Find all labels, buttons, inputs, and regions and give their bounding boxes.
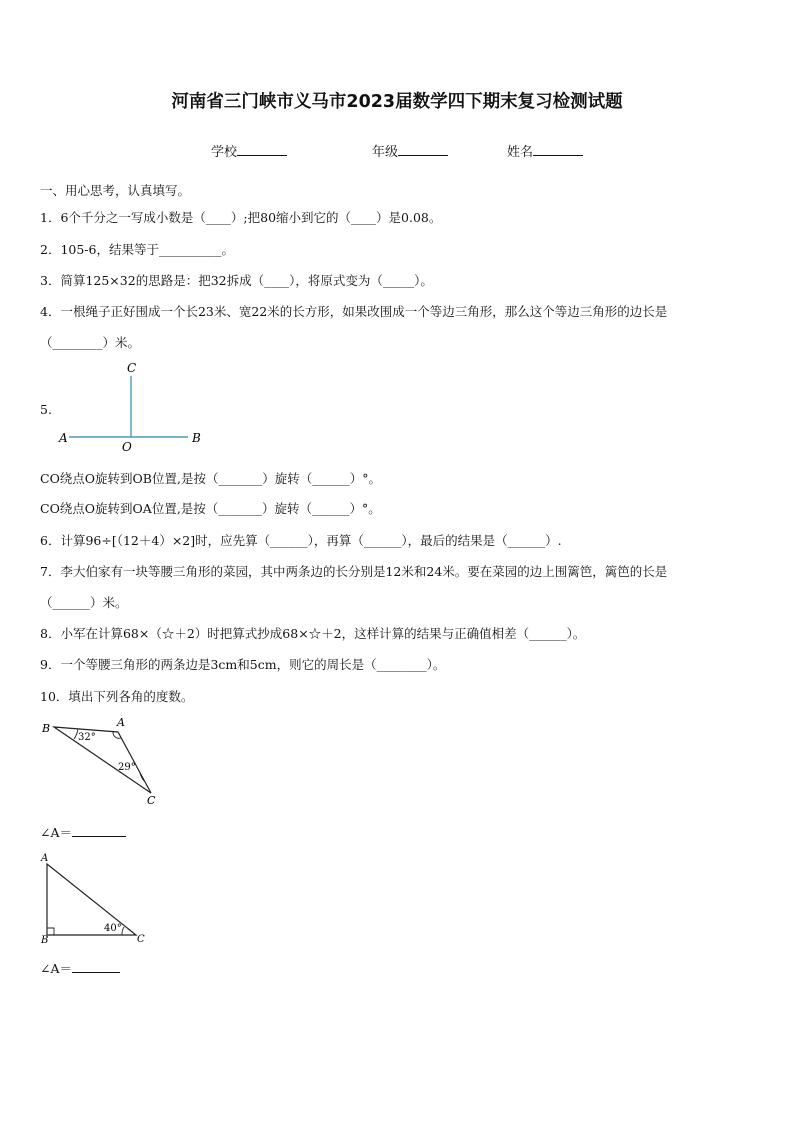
question-5-line2: CO绕点O旋转到OA位置,是按（_______）旋转（______）°。 bbox=[40, 501, 381, 516]
page-title: 河南省三门峡市义马市2023届数学四下期末复习检测试题 bbox=[171, 92, 623, 112]
tri2-angle-c: 40° bbox=[104, 923, 122, 934]
tri1-angle-b: 32° bbox=[78, 732, 96, 743]
name-field bbox=[507, 141, 583, 160]
triangle-1 bbox=[54, 727, 151, 793]
label-a: A bbox=[59, 431, 68, 445]
question-2: 2．105-6，结果等于__________。 bbox=[40, 242, 234, 257]
tri1-label-c: C bbox=[147, 794, 156, 807]
question-4-line1: 4．一根绳子正好围成一个长23米、宽22米的长方形，如果改围成一个等边三角形，那么这个等边三角形的边长是 bbox=[40, 304, 668, 319]
rotation-diagram bbox=[55, 358, 215, 454]
name-blank bbox=[533, 143, 583, 156]
grade-blank bbox=[398, 143, 448, 156]
question-7-line2: （______）米。 bbox=[40, 595, 128, 610]
question-5-number: 5. bbox=[40, 402, 52, 417]
tri2-label-a: A bbox=[41, 853, 49, 864]
label-c: C bbox=[127, 361, 137, 375]
grade-label: 年级 bbox=[372, 145, 399, 160]
grade-field bbox=[372, 141, 448, 160]
label-b: B bbox=[192, 431, 201, 445]
answer-2-label: ∠A＝ bbox=[40, 961, 73, 976]
answer-1 bbox=[40, 823, 126, 841]
tri1-angle-c: 29° bbox=[118, 762, 136, 773]
tri2-label-c: C bbox=[137, 934, 145, 945]
question-8: 8．小军在计算68×（☆＋2）时把算式抄成68×☆＋2，这样计算的结果与正确值相差（______）。 bbox=[40, 626, 586, 641]
angle-c-arc-2 bbox=[122, 927, 124, 935]
question-10: 10．填出下列各角的度数。 bbox=[40, 689, 194, 704]
question-5-line1: CO绕点O旋转到OB位置,是按（_______）旋转（______）°。 bbox=[40, 471, 381, 486]
school-label: 学校 bbox=[211, 145, 238, 160]
answer-2-blank bbox=[72, 960, 120, 973]
question-7-line1: 7．李大伯家有一块等腰三角形的菜园，其中两条边的长分别是12米和24米。要在菜园的边上围篱笆，篱笆的长是 bbox=[40, 564, 668, 579]
right-angle-mark bbox=[47, 928, 54, 935]
school-blank bbox=[237, 143, 287, 156]
tri2-label-b: B bbox=[41, 935, 49, 945]
answer-1-label: ∠A＝ bbox=[40, 825, 73, 840]
triangle-1-diagram bbox=[38, 713, 168, 808]
section-heading: 一、用心思考，认真填写。 bbox=[40, 183, 191, 198]
question-6: 6．计算96÷[（12＋4）×2]时，应先算（______），再算（______），最后的结果是（______）. bbox=[40, 533, 562, 548]
school-field bbox=[211, 141, 287, 160]
label-o: O bbox=[122, 440, 132, 454]
answer-1-blank bbox=[72, 824, 126, 837]
angle-c-arc bbox=[140, 773, 144, 781]
tri1-label-b: B bbox=[42, 722, 51, 735]
triangle-2-diagram bbox=[36, 850, 156, 945]
question-1: 1．6个千分之一写成小数是（____）;把80缩小到它的（____）是0.08。 bbox=[40, 210, 442, 225]
triangle-2 bbox=[47, 864, 136, 935]
question-9: 9．一个等腰三角形的两条边是3cm和5cm，则它的周长是（________）。 bbox=[40, 657, 446, 672]
question-4-line2: （________）米。 bbox=[40, 335, 141, 350]
answer-2 bbox=[40, 959, 120, 977]
name-label: 姓名 bbox=[507, 145, 534, 160]
question-3: 3．简算125×32的思路是：把32拆成（____），将原式变为（_____）。 bbox=[40, 273, 433, 288]
tri1-label-a: A bbox=[117, 716, 125, 729]
